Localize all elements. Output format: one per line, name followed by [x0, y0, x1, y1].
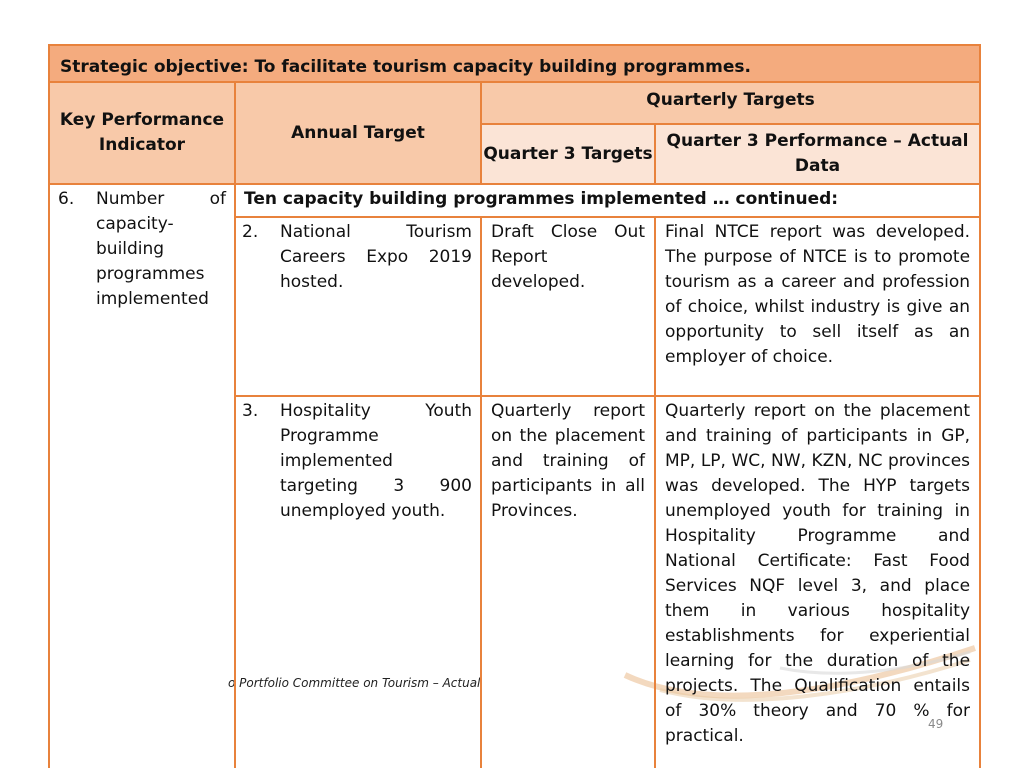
- kpi-table: [48, 44, 981, 768]
- header-quarterly-targets: Quarterly Targets: [481, 82, 980, 124]
- q3-performance-cell: Final NTCE report was developed. The purpose of NTCE is to promote tourism as a career and profession of choice, whilst industry is give an opportunity to sell itself as an employer of choice.: [655, 217, 980, 396]
- objective-row: [49, 45, 980, 82]
- continued-heading: Ten capacity building programmes implemented … continued:: [235, 184, 980, 217]
- footer-note: o Portfolio Committee on Tourism – Actual: [228, 676, 481, 690]
- q3-target-cell: Quarterly report on the placement and training of participants in all Provinces.: [481, 396, 655, 768]
- header-annual-target: Annual Target: [235, 82, 481, 184]
- q3-performance-cell: Quarterly report on the placement and training of participants in GP, MP, LP, WC, NW, KZN, NC provinces was developed. The HYP targets unemployed youth for training in Hospitality Programme and National Certificate: Fast Food Services NQF level 3, and place them in various hospitality establishments for experiential learning for the duration of the projects. The Qualification entails of 30% theory and 70 % for practical.: [655, 396, 980, 768]
- page-number: 49: [928, 717, 944, 731]
- kpi-text: Number of capacity-building programmes implemented: [96, 189, 226, 309]
- item-number: 2.: [242, 222, 259, 242]
- kpi-number: 6.: [58, 189, 75, 209]
- header-row-1: [49, 82, 980, 124]
- q3-target-cell: Draft Close Out Report developed.: [481, 217, 655, 396]
- annual-target-cell: [235, 396, 481, 768]
- annual-target-cell: [235, 217, 481, 396]
- kpi-indicator-cell: [49, 184, 235, 768]
- annual-target-text: National Tourism Careers Expo 2019 hosted.: [280, 222, 472, 292]
- item-number: 3.: [242, 401, 259, 421]
- strategic-objective: Strategic objective: To facilitate tourism capacity building programmes.: [49, 45, 980, 82]
- header-kpi: Key Performance Indicator: [49, 82, 235, 184]
- header-q3-performance: Quarter 3 Performance – Actual Data: [655, 124, 980, 184]
- kpi-table-container: [48, 44, 979, 768]
- header-q3-targets: Quarter 3 Targets: [481, 124, 655, 184]
- continued-row: [49, 184, 980, 217]
- annual-target-text: Hospitality Youth Programme implemented targeting 3 900 unemployed youth.: [280, 401, 472, 521]
